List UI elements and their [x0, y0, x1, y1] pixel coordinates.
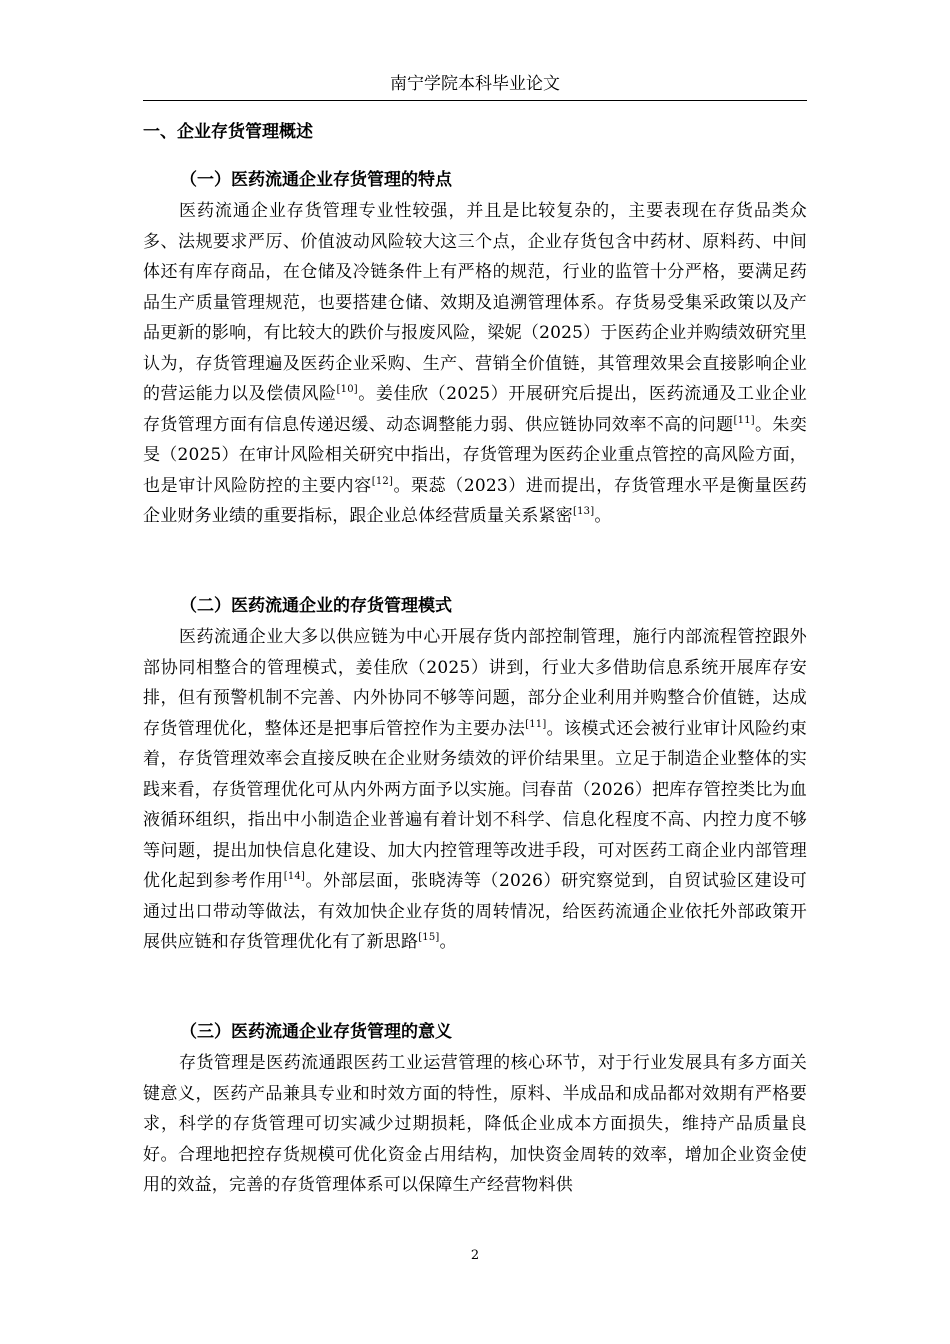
running-header: 南宁学院本科毕业论文	[390, 74, 560, 94]
text-run: 。该模式还会被行业审计风险约束着，存货管理效率会直接反映在企业财务绩效的评价结果里。立足于制造企业整体的实践来看，存货管理优化可从内外两方面予以实施。闫春苗（2026）把库存管控类比为血液循环组织，指出中小制造企业普遍有着计划不科学、信息化程度不高、内控力度不够等问题，提出加快信息化建设、加大内控管理等改进手段，可对医药工商企业内部管理优化起到参考作用	[143, 718, 807, 891]
text-run: 。朱奕旻（2025）在审计风险相关研究中指出，存货管理为医药企业重点管控的高风险方面，也是审计风险防控的主要内容	[143, 414, 807, 496]
citation: [13]	[573, 506, 595, 517]
text-run: 医药流通企业存货管理专业性较强，并且是比较复杂的，主要表现在存货品类众多、法规要求严厉、价值波动风险较大这三个点，企业存货包含中药材、原料药、中间体还有库存商品，在仓储及冷链条件上有严格的规范，行业的监管十分严格，要满足药品生产质量管理规范，也要搭建仓储、效期及追溯管理体系。存货易受集采政策以及产品更新的影响，有比较大的跌价与报废风险，梁妮（2025）于医药企业并购绩效研究里认为，存货管理遍及医药企业采购、生产、营销全价值链，其管理效果会直接影响企业的营运能力以及偿债风险	[143, 201, 807, 404]
citation: [14]	[283, 871, 306, 882]
citation: [11]	[733, 414, 755, 426]
subsection-3-heading: （三）医药流通企业存货管理的意义	[180, 1022, 452, 1042]
text-run: 。	[439, 932, 457, 952]
subsection-2-heading: （二）医药流通企业的存货管理模式	[180, 596, 452, 616]
text-run: 。外部层面，张晓涛等（2026）研究察觉到，自贸试验区建设可通过出口带动等做法，有效加快企业存货的周转情况，给医药流通企业依托外部政策开展供应链和存货管理优化有了新思路	[143, 871, 807, 952]
text-run: 。	[594, 506, 612, 526]
citation: [12]	[371, 475, 394, 487]
text-run: 。姜佳欣（2025）开展研究后提出，医药流通及工业企业存货管理方面有信息传递迟缓、动态调整能力弱、供应链协同效率不高的问题	[143, 384, 807, 435]
subsection-1-paragraph	[143, 196, 807, 532]
text-run: 。栗蕊（2023）进而提出，存货管理水平是衡量医药企业财务业绩的重要指标，跟企业总体经营质量关系紧密	[143, 475, 807, 526]
citation: [10]	[336, 384, 358, 395]
subsection-3-paragraph: 存货管理是医药流通跟医药工业运营管理的核心环节，对于行业发展具有多方面关键意义，医药产品兼具专业和时效方面的特性，原料、半成品和成品都对效期有严格要求，科学的存货管理可切实减少过期损耗，降低企业成本方面损失，维持产品质量良好。合理地把控存货规模可优化资金占用结构，加快资金周转的效率，增加企业资金使用的效益，完善的存货管理体系可以保障生产经营物料供	[143, 1053, 807, 1195]
subsection-2-paragraph	[143, 622, 807, 958]
text-run: 医药流通企业大多以供应链为中心开展存货内部控制管理，施行内部流程管控跟外部协同相整合的管理模式，姜佳欣（2025）讲到，行业大多借助信息系统开展库存安排，但有预警机制不完善、内外协同不够等问题，部分企业利用并购整合价值链，达成存货管理优化，整体还是把事后管控作为主要办法	[143, 627, 807, 739]
header-rule	[143, 100, 807, 101]
citation: [15]	[418, 932, 440, 943]
section-heading: 一、企业存货管理概述	[143, 122, 313, 142]
page-number: 2	[470, 1248, 480, 1263]
subsection-1-heading: （一）医药流通企业存货管理的特点	[180, 170, 452, 190]
citation: [11]	[525, 718, 547, 730]
